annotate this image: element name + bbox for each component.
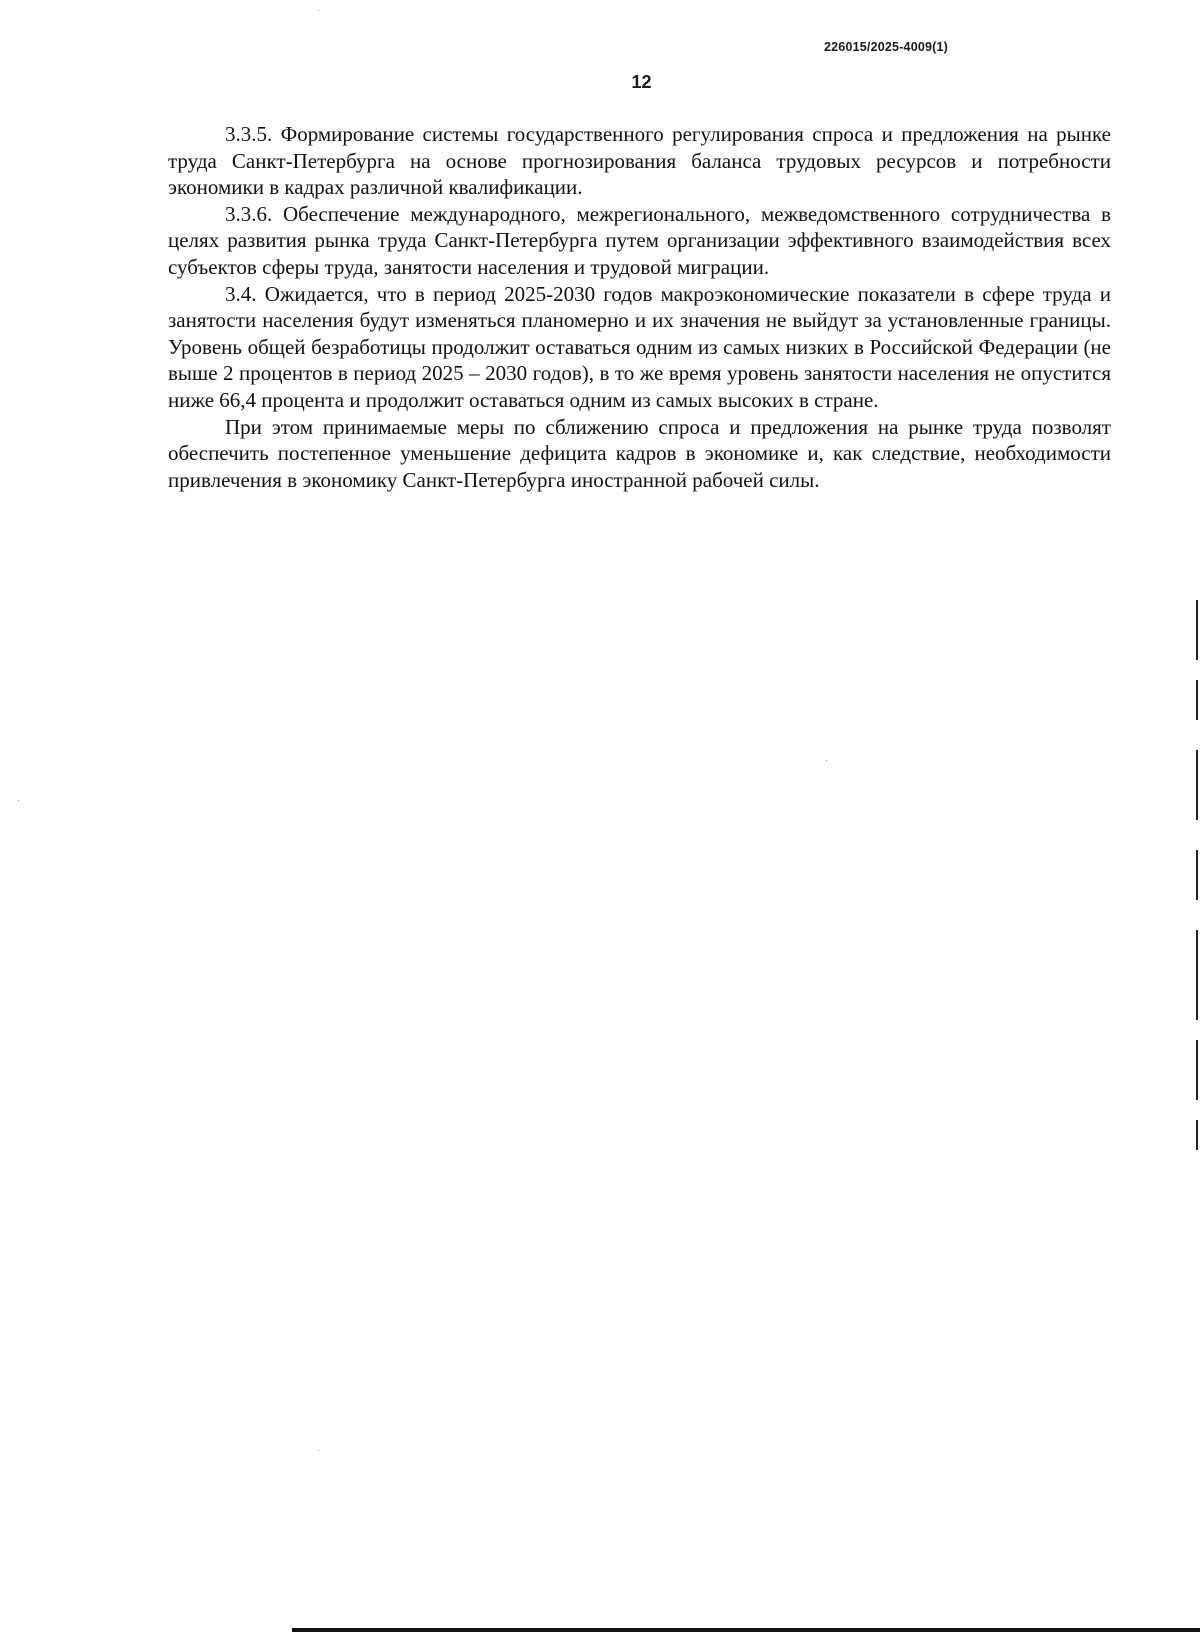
paragraph-3-4: 3.4. Ожидается, что в период 2025-2030 годов макроэкономические показатели в сфере труда и занятости населения будут изменяться планомерно и их значения не выйдут за установленные границы. Уровень общей безработицы продолжит оставаться одним из самых низких в Российской Федерации (не выше 2 процентов в период 2025 – 2030 годов), в то же время уровень занятости населения не опустится ниже 66,4 процента и продолжит оставаться одним из самых высоких в стране. xyxy=(168,281,1111,412)
document-id: 226015/2025-4009(1) xyxy=(824,40,949,54)
paragraph-3-3-5: 3.3.5. Формирование системы государственного регулирования спроса и предложения на рынке труда Санкт-Петербурга на основе прогнозирования баланса трудовых ресурсов и потребности экономики в кадрах различной квалификации. xyxy=(168,122,1111,200)
scan-speck xyxy=(826,760,827,761)
page-number: 12 xyxy=(631,72,652,92)
scan-bottom-edge xyxy=(292,1628,1200,1632)
paragraph-conclusion: При этом принимаемые меры по сближению спроса и предложения на рынке труда позволят обеспечить постепенное уменьшение дефицита кадров в экономике и, как следствие, необходимости привлечения в экономику Санкт-Петербурга иностранной рабочей силы. xyxy=(168,414,1111,492)
document-body xyxy=(168,121,1111,493)
scan-edge-marks xyxy=(1194,600,1200,1160)
scan-speck xyxy=(18,800,19,801)
paragraph-3-3-6: 3.3.6. Обеспечение международного, межрегионального, межведомственного сотрудничества в целях развития рынка труда Санкт-Петербурга путем организации эффективного взаимодействия всех субъектов сферы труда, занятости населения и трудовой миграции. xyxy=(168,201,1111,279)
scan-speck xyxy=(318,10,319,11)
scan-speck xyxy=(318,1450,319,1451)
